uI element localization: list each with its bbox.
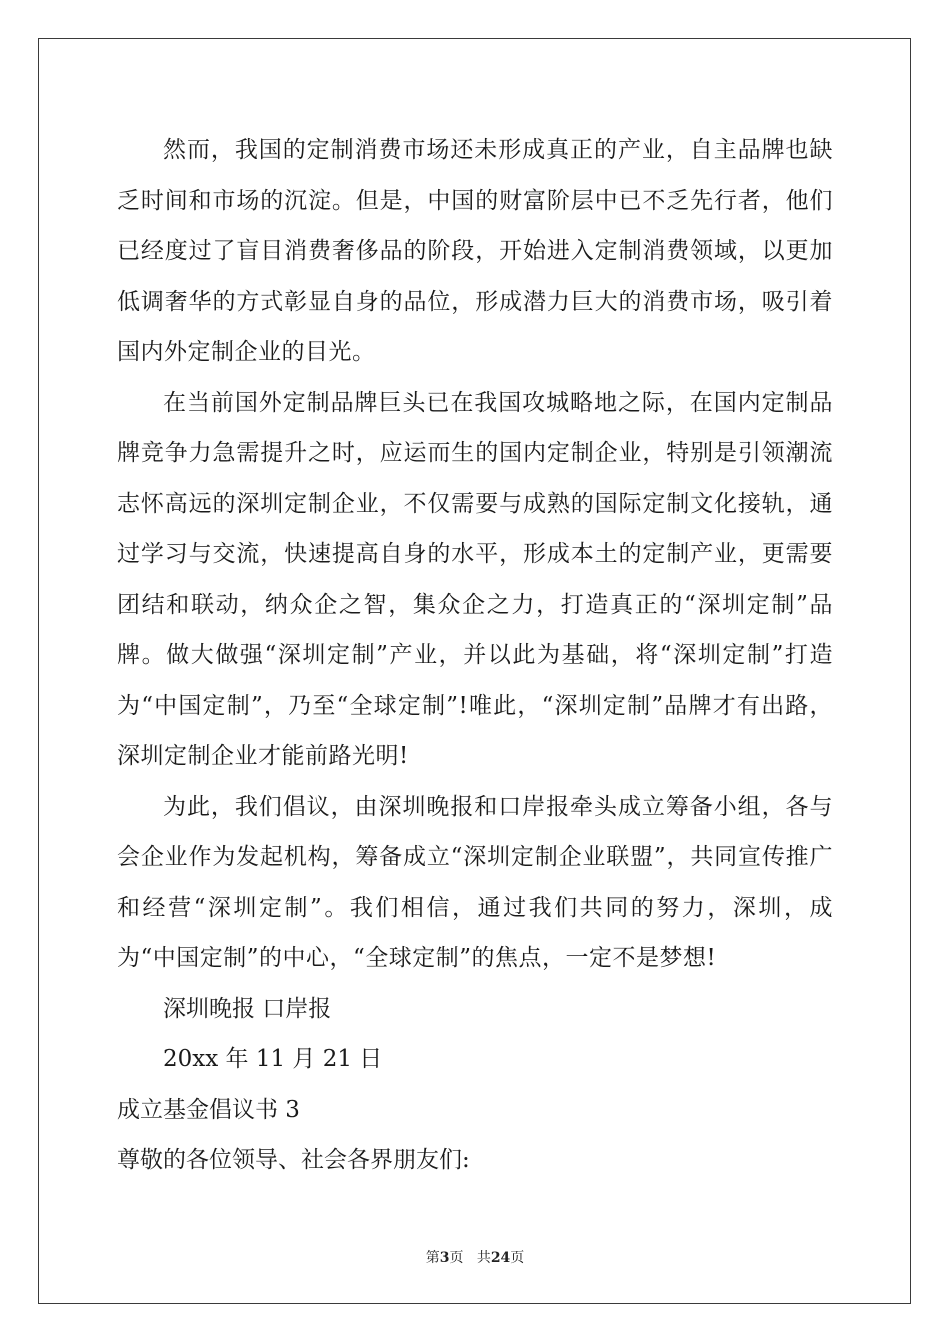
document-body bbox=[117, 125, 833, 1186]
total-suffix: 页 bbox=[510, 1250, 525, 1266]
paragraph-3: 为此，我们倡议，由深圳晚报和口岸报牵头成立筹备小组，各与会企业作为发起机构，筹备成立“深圳定制企业联盟”，共同宣传推广和经营“深圳定制”。我们相信，通过我们共同的努力，深圳，成为“中国定制”的中心，“全球定制”的焦点，一定不是梦想! bbox=[117, 793, 833, 971]
page-suffix: 页 bbox=[449, 1250, 464, 1266]
total-pages: 24 bbox=[490, 1250, 511, 1266]
date: 20xx 年 11 月 21 日 bbox=[163, 1046, 383, 1072]
page-prefix: 第 bbox=[425, 1250, 440, 1266]
total-prefix: 共 bbox=[476, 1250, 491, 1266]
section-title: 成立基金倡议书 3 bbox=[117, 1096, 300, 1123]
page-number: 3 bbox=[439, 1250, 450, 1266]
page-footer bbox=[0, 1247, 950, 1267]
paragraph-1: 然而，我国的定制消费市场还未形成真正的产业，自主品牌也缺乏时间和市场的沉淀。但是，中国的财富阶层中已不乏先行者，他们已经度过了盲目消费奢侈品的阶段，开始进入定制消费领域，以更加低调奢华的方式彰显自身的品位，形成潜力巨大的消费市场，吸引着国内外定制企业的目光。 bbox=[117, 137, 833, 365]
paragraph-2: 在当前国外定制品牌巨头已在我国攻城略地之际，在国内定制品牌竞争力急需提升之时，应运而生的国内定制企业，特别是引领潮流志怀高远的深圳定制企业，不仅需要与成熟的国际定制文化接轨，通过学习与交流，快速提高自身的水平，形成本土的定制产业，更需要团结和联动，纳众企之智，集众企之力，打造真正的“深圳定制”品牌。做大做强“深圳定制”产业，并以此为基础，将“深圳定制”打造为“中国定制”，乃至“全球定制”!唯此，“深圳定制”品牌才有出路，深圳定制企业才能前路光明! bbox=[117, 389, 833, 769]
salutation: 尊敬的各位领导、社会各界朋友们: bbox=[117, 1147, 470, 1173]
signature: 深圳晚报 口岸报 bbox=[163, 995, 332, 1022]
